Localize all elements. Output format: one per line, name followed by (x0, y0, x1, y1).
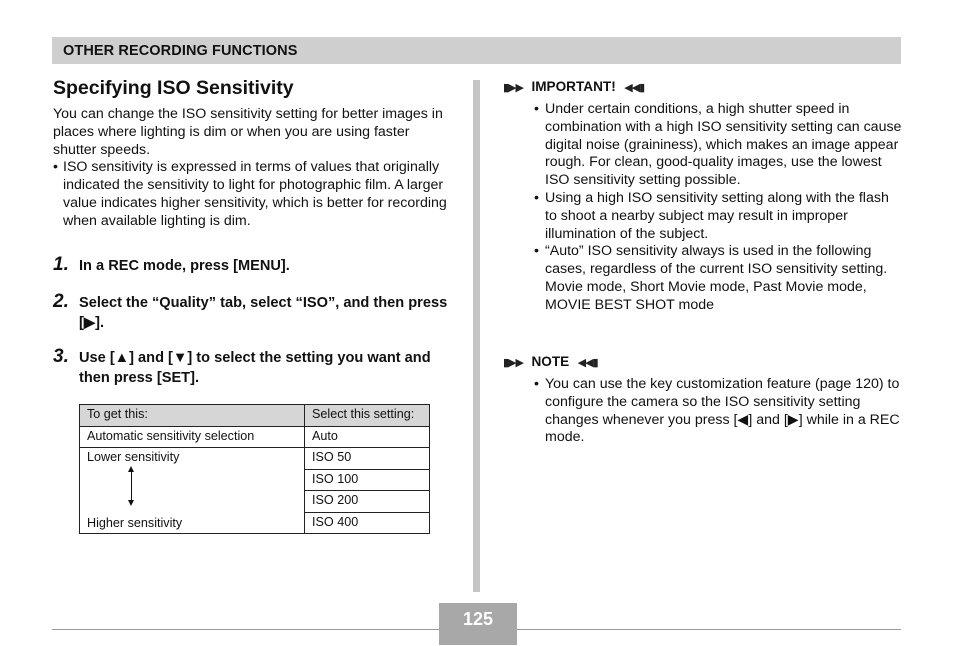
table-cell: ISO 400 (305, 512, 430, 534)
note-list (534, 376, 902, 447)
note-right-glyph-icon: ◀◀▮ (577, 357, 598, 369)
table-cell: ISO 100 (305, 469, 430, 491)
lower-sensitivity-label: Lower sensitivity (87, 450, 180, 464)
table-cell-range (80, 448, 305, 534)
step-text: In a REC mode, press [MENU]. (79, 258, 290, 274)
page-number-box (439, 603, 517, 645)
important-item: • “Auto” ISO sensitivity always is used in the following cases, regardless of the current ISO sensitivity setting. (534, 243, 902, 279)
intro-bullet: • ISO sensitivity is expressed in terms of values that originally indicated the sensitivity to light for photographic film. A larger value indicates higher sensitivity, which is better for recording when available lighting is dim. (53, 159, 453, 230)
important-item: • Using a high ISO sensitivity setting along with the flash to shoot a nearby subject may result in improper illumination of the subject. (534, 190, 902, 243)
higher-sensitivity-label: Higher sensitivity (87, 516, 183, 530)
table-cell: ISO 200 (305, 491, 430, 513)
important-left-glyph-icon: ▮▶▶ (503, 82, 523, 94)
range-arrow-line (131, 470, 132, 500)
section-header (52, 37, 901, 64)
important-extra: Movie mode, Short Movie mode, Past Movie mode, MOVIE BEST SHOT mode (545, 278, 867, 313)
note-label: NOTE (531, 354, 570, 369)
column-divider (473, 80, 480, 592)
arrow-down-icon (128, 500, 134, 506)
note-header (503, 353, 598, 371)
table-header-setting: Select this setting: (305, 405, 430, 427)
note-left-glyph-icon: ▮▶▶ (503, 357, 523, 369)
step-number: 2. (53, 291, 69, 312)
table-cell: Auto (305, 426, 430, 448)
important-header (503, 78, 644, 96)
intro-block (53, 106, 453, 231)
step-text: Select the “Quality” tab, select “ISO”, and then press [▶]. (79, 295, 448, 331)
page-number: 125 (462, 609, 494, 629)
important-label: IMPORTANT! (531, 79, 616, 94)
page-title: Specifying ISO Sensitivity (53, 77, 294, 99)
table-cell: Automatic sensitivity selection (80, 426, 305, 448)
step-number: 3. (53, 346, 69, 367)
step-text: Use [▲] and [▼] to select the setting you want and then press [SET]. (79, 350, 431, 386)
table-row (80, 426, 430, 448)
note-item: • You can use the key customization feature (page 120) to configure the camera so the ISO sensitivity setting changes whenever you press [◀] and [▶] while in a REC mode. (534, 376, 902, 447)
table-header-row (80, 405, 430, 427)
table-header-goal: To get this: (80, 405, 305, 427)
intro-paragraph: You can change the ISO sensitivity setting for better images in places where lighting is dim or when you are using faster shutter speeds. (53, 106, 443, 158)
step-number: 1. (53, 254, 69, 275)
table-cell: ISO 50 (305, 448, 430, 470)
section-title: OTHER RECORDING FUNCTIONS (63, 43, 298, 59)
important-item: • Under certain conditions, a high shutter speed in combination with a high ISO sensitivity setting can cause digital noise (graininess), which makes an image appear rough. For clean, good-quality images, use the lowest ISO sensitivity setting possible. (534, 101, 902, 190)
important-right-glyph-icon: ◀◀▮ (624, 82, 645, 94)
important-list (534, 101, 902, 315)
